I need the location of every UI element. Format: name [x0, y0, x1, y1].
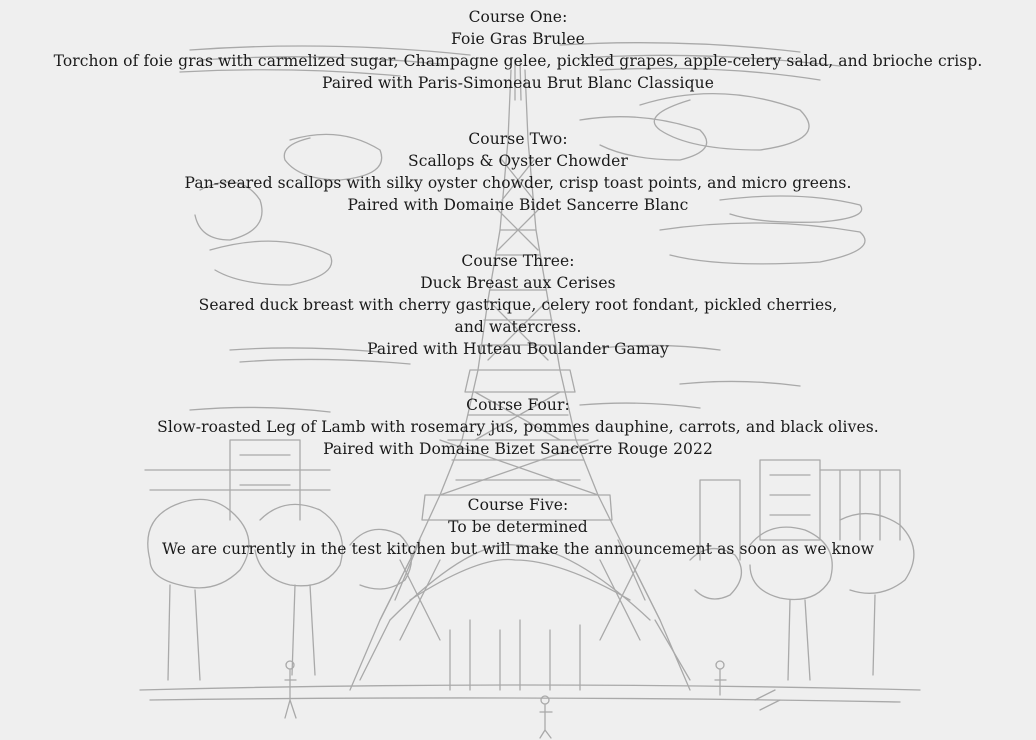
course-description: Pan-seared scallops with silky oyster chowder, crisp toast points, and micro greens. [184, 174, 852, 192]
course-pairing: Paired with Huteau Boulander Gamay [367, 340, 669, 358]
course-heading: Course Four: [466, 396, 570, 414]
course-five [0, 494, 1036, 560]
course-description: We are currently in the test kitchen but will make the announcement as soon as we know [162, 540, 874, 558]
course-description: Slow-roasted Leg of Lamb with rosemary jus, pommes dauphine, carrots, and black olives. [157, 418, 879, 436]
course-heading: Course One: [468, 8, 568, 26]
course-pairing: Paired with Paris-Simoneau Brut Blanc Classique [322, 74, 714, 92]
course-three [0, 250, 1036, 360]
course-heading: Course Five: [467, 496, 569, 514]
course-heading: Course Two: [468, 130, 568, 148]
course-two [0, 128, 1036, 216]
course-dish: Scallops & Oyster Chowder [408, 152, 628, 170]
course-description: Torchon of foie gras with carmelized sugar, Champagne gelee, pickled grapes, apple-celery salad, and brioche crisp. [53, 52, 983, 70]
course-dish: Duck Breast aux Cerises [420, 274, 616, 292]
course-dish: To be determined [448, 518, 588, 536]
course-dish: Foie Gras Brulee [451, 30, 585, 48]
course-description-line1: Seared duck breast with cherry gastrique, celery root fondant, pickled cherries, [198, 296, 838, 314]
course-heading: Course Three: [461, 252, 575, 270]
course-pairing: Paired with Domaine Bidet Sancerre Blanc [347, 196, 689, 214]
course-four [0, 394, 1036, 460]
course-one [0, 6, 1036, 94]
ground-and-people [140, 661, 920, 738]
course-pairing: Paired with Domaine Bizet Sancerre Rouge 2022 [323, 440, 713, 458]
course-description-line2: and watercress. [454, 318, 582, 336]
tasting-menu [0, 6, 1036, 560]
